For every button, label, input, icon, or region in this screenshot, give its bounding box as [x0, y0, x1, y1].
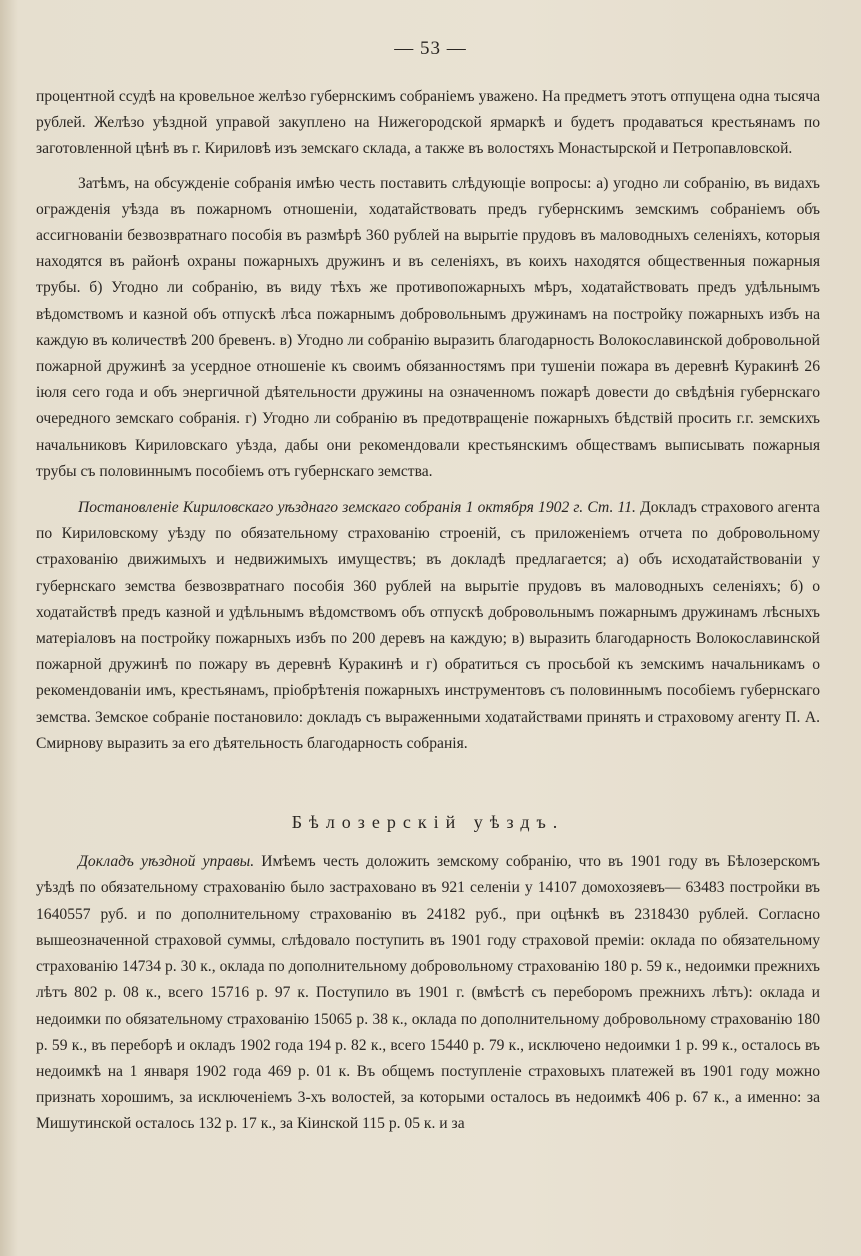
resolution-text: Докладъ страхового агента по Кириловскому уѣзду по обязательному страхованію строеній, съ приложеніемъ отчета по добровольному страхованію движимыхъ и недвижимыхъ имуществъ; въ докладѣ предлагается; а) объ исходатайствованіи у губернскаго земства безвозвратнаго пособія 360 рублей на вырытіе прудовъ въ маловодныхъ селеніяхъ; б) о ходатайствѣ предъ казной и удѣльнымъ вѣдомствомъ объ отпускѣ добровольнымъ пожарнымъ дружинамъ лѣсныхъ матеріаловъ на постройку пожарныхъ избъ по 200 деревъ на каждую; в) выразить благодарность Волокославинской пожарной дружинѣ по пожару въ деревнѣ Куракинѣ и г) обратиться съ просьбой къ земскимъ начальникамъ о рекомендованіи имъ, крестьянамъ, пріобрѣтенія пожарныхъ инструментовъ съ половиннымъ пособіемъ губернскаго земства. Земское собраніе постановило: докладъ съ выраженными ходатайствами принять и страховому агенту П. А. Смирнову выразить за его дѣятельность благодарность собранія. — [36, 499, 820, 752]
page-content — [36, 84, 820, 1138]
report-heading: Докладъ уѣздной управы. — [78, 853, 255, 871]
report-paragraph — [36, 849, 820, 1137]
report-text: Имѣемъ честь доложить земскому собранію, что въ 1901 году въ Бѣлозерскомъ уѣздѣ по обязательному страхованію было застраховано въ 921 селеніи у 14107 домохозяевъ— 63483 постройки въ 1640557 руб. и по дополнительному страхованію въ 24182 руб., при оцѣнкѣ въ 2318430 рублей. Согласно вышеозначенной страховой суммы, слѣдовало поступить въ 1901 году страховой преміи: оклада по обязательному страхованію 14734 р. 30 к., оклада по дополнительному добровольному страхованію 180 р. 59 к., недоимки прежнихъ лѣтъ 802 р. 08 к., всего 15716 р. 97 к. Поступило въ 1901 г. (вмѣстѣ съ переборомъ прежнихъ лѣтъ): оклада и недоимки по обязательному страхованію 15065 р. 38 к., оклада по дополнительному добровольному страхованію 180 р. 59 к., въ переборѣ и окладъ 1902 года 194 р. 82 к., всего 15440 р. 79 к., исключено недоимки 1 р. 99 к., осталось въ недоимкѣ на 1 января 1902 года 469 р. 01 к. Въ общемъ поступленіе страховыхъ платежей въ 1901 году можно признать хорошимъ, за исключеніемъ 3-хъ волостей, за которыми осталось въ недоимкѣ 406 р. 67 к., а именно: за Мишутинской осталось 132 р. 17 к., за Кіинской 115 р. 05 к. и за — [36, 853, 820, 1133]
section-heading: Бѣлозерскій уѣздъ. — [291, 812, 565, 833]
resolution-heading: Постановленіе Кириловскаго уѣзднаго земскаго собранія 1 октября 1902 г. Ст. 11. — [78, 499, 636, 517]
paragraph-2: Затѣмъ, на обсужденіе собранія имѣю честь поставить слѣдующіе вопросы: а) угодно ли собранію, въ видахъ огражденія уѣзда въ пожарномъ отношеніи, ходатайствовать предъ губернскимъ земскимъ собраніемъ объ ассигнованіи безвозвратнаго пособія въ размѣрѣ 360 рублей на вырытіе прудовъ въ маловодныхъ селеніяхъ, которыя находятся въ районѣ охраны пожарныхъ дружинъ и въ селеніяхъ, въ коихъ находятся общественныя пожарныя трубы. б) Угодно ли собранію, въ виду тѣхъ же противопожарныхъ мѣръ, ходатайствовать предъ удѣльнымъ вѣдомствомъ и казной объ отпускѣ лѣса пожарнымъ добровольнымъ дружинамъ на постройку пожарныхъ избъ на каждую въ количествѣ 200 бревенъ. в) Угодно ли собранію выразить благодарность Волокославинской добровольной пожарной дружинѣ за усердное отношеніе къ своимъ обязанностямъ при тушеніи пожара въ деревнѣ Куракинѣ 26 іюля сего года и объ энергичной дѣятельности дружины на означенномъ пожарѣ довести до свѣдѣнія губернскаго очередного земскаго собранія. г) Угодно ли собранію въ предотвращеніе пожарныхъ бѣдствій просить г.г. земскихъ начальниковъ Кириловскаго уѣзда, дабы они рекомендовали крестьянскимъ обществамъ выписывать пожарныя трубы съ половиннымъ пособіемъ отъ губернскаго земства. — [36, 174, 820, 480]
paragraph-1: процентной ссудѣ на кровельное желѣзо губернскимъ собраніемъ уважено. На предметъ этотъ отпущена одна тысяча рублей. Желѣзо уѣздной управой закуплено на Нижегородской ярмаркѣ и будетъ продаваться крестьянамъ по заготовленной цѣнѣ въ г. Кириловѣ изъ земскаго склада, а также въ волостяхъ Монастырской и Петропавловской. — [36, 88, 820, 158]
resolution-paragraph — [36, 495, 820, 757]
page-number: — 53 — — [394, 38, 467, 59]
